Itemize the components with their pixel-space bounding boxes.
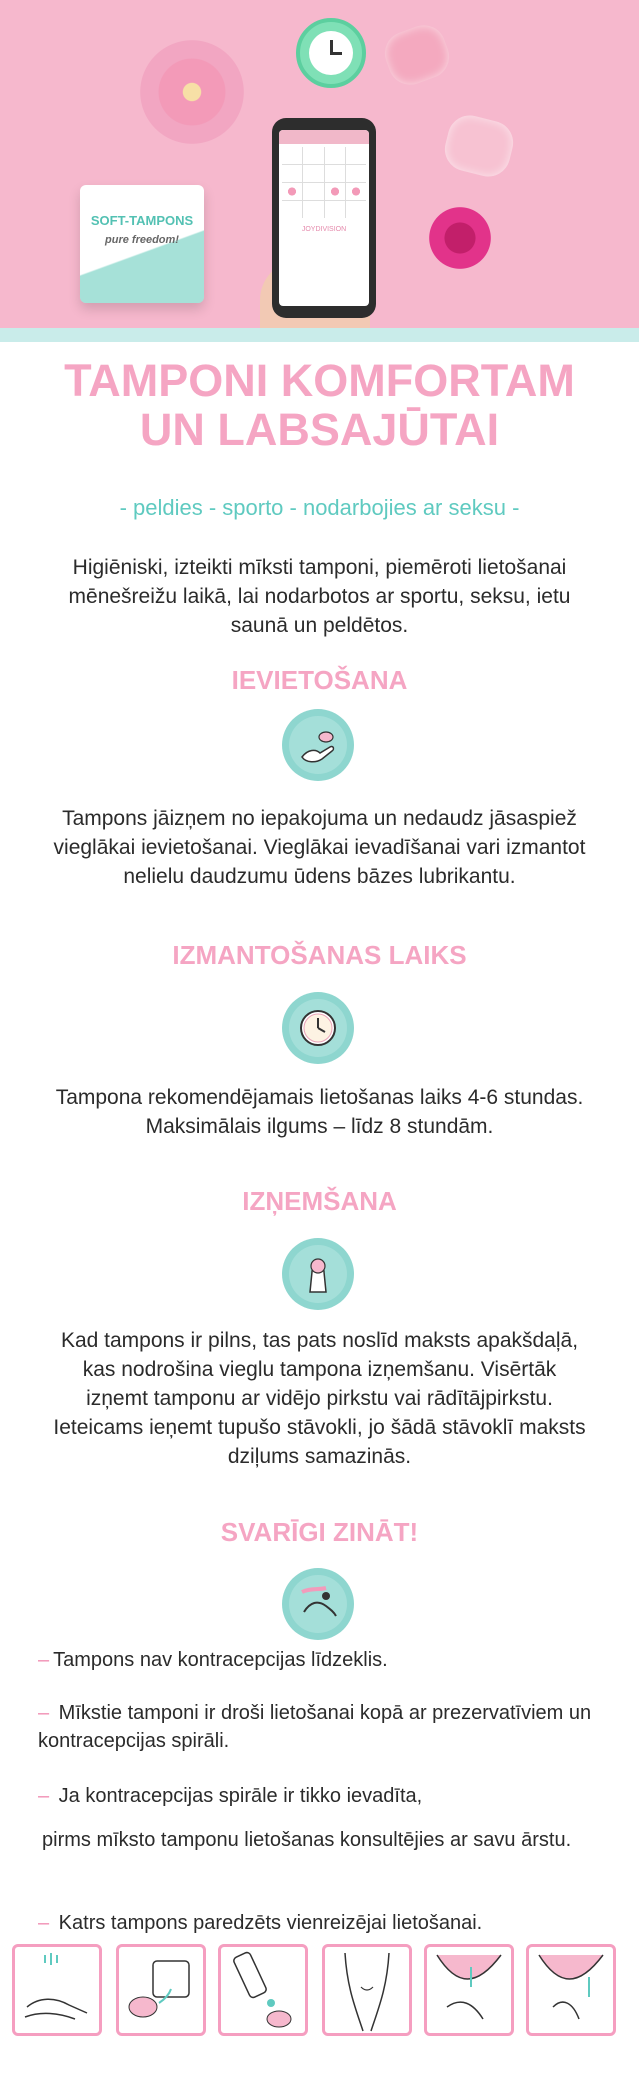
hand-icon (282, 709, 354, 781)
wash-hands-icon (12, 1944, 102, 2036)
instruction-icons (12, 1944, 627, 2040)
section-text-insertion: Tampons jāizņem no iepakojuma un nedaudz jāsaspiež vieglākai ievietošanai. Vieglākai ievadīšanai vari izmantot nelielu daudzumu ūdens bāzes lubrikantu. (53, 807, 586, 888)
alarm-clock-icon (296, 18, 366, 88)
section-heading-usage-time: IZMANTOŠANAS LAIKS (172, 940, 467, 970)
list-item: – Tampons nav kontracepcijas līdzeklis. (38, 1649, 388, 1671)
insert-tampon-icon (424, 1944, 514, 2036)
box-tagline: pure freedom! (105, 234, 179, 246)
product-box (80, 185, 204, 303)
intro-text: Higiēniski, izteikti mīksti tamponi, piemēroti lietošanai mēnešreižu laikā, lai nodarbotos ar sportu, seksu, ietu saunā un peldētos. (68, 556, 571, 637)
box-text: SOFT-TAMPONS (90, 213, 194, 228)
magenta-flower-icon (424, 202, 496, 274)
calendar-screen (279, 130, 369, 306)
finger-icon (282, 1238, 354, 1310)
section-heading-removal: IZŅEMŠANA (242, 1186, 397, 1216)
list-item: – Ja kontracepcijas spirāle ir tikko ievadīta, (38, 1785, 423, 1807)
phone-brand: JOYDIVISION (301, 226, 347, 233)
tampon-icon (440, 111, 518, 181)
title-line-1: TAMPONI KOMFORTAM (64, 355, 575, 406)
list-item: – Mīkstie tamponi ir droši lietošanai kopā ar prezervatīviem un kontracepcijas spirāli. (38, 1702, 592, 1752)
hero-image (0, 0, 639, 328)
list-item: – Katrs tampons paredzēts vienreizējai lietošanai. (38, 1912, 483, 1934)
pink-flower-icon (140, 40, 244, 144)
tampon-icon (379, 19, 456, 91)
hero-divider (0, 328, 639, 342)
list-item: pirms mīksto tamponu lietošanas konsultējies ar savu ārstu. (42, 1829, 572, 1851)
remove-tampon-icon (526, 1944, 616, 2036)
body-position-icon (322, 1944, 412, 2036)
section-text-usage-time: Tampona rekomendējamais lietošanas laiks 4-6 stundas. Maksimālais ilgums – līdz 8 stundām. (55, 1086, 584, 1138)
section-text-removal: Kad tampons ir pilns, tas pats noslīd maksts apakšdaļā, kas nodrošina vieglu tampona izņemšanu. Visērtāk izņemt tamponu ar vidējo pirkstu vai rādītājpirkstu. Ieteicams ieņemt tupušo stāvokli, jo šādā stāvoklī maksts dziļums samazinās. (53, 1329, 586, 1468)
title-line-2: UN LABSAJŪTAI (139, 404, 500, 455)
page-title (0, 356, 639, 454)
section-heading-important: SVARĪGI ZINĀT! (220, 1517, 419, 1547)
clock-icon (282, 992, 354, 1064)
smartphone (272, 118, 376, 318)
subtitle: - peldies - sporto - nodarbojies ar seksu - (119, 495, 520, 520)
section-heading-insertion: IEVIETOŠANA (231, 665, 408, 695)
yoga-icon (282, 1568, 354, 1640)
open-package-icon (116, 1944, 206, 2036)
lubricant-icon (218, 1944, 308, 2036)
